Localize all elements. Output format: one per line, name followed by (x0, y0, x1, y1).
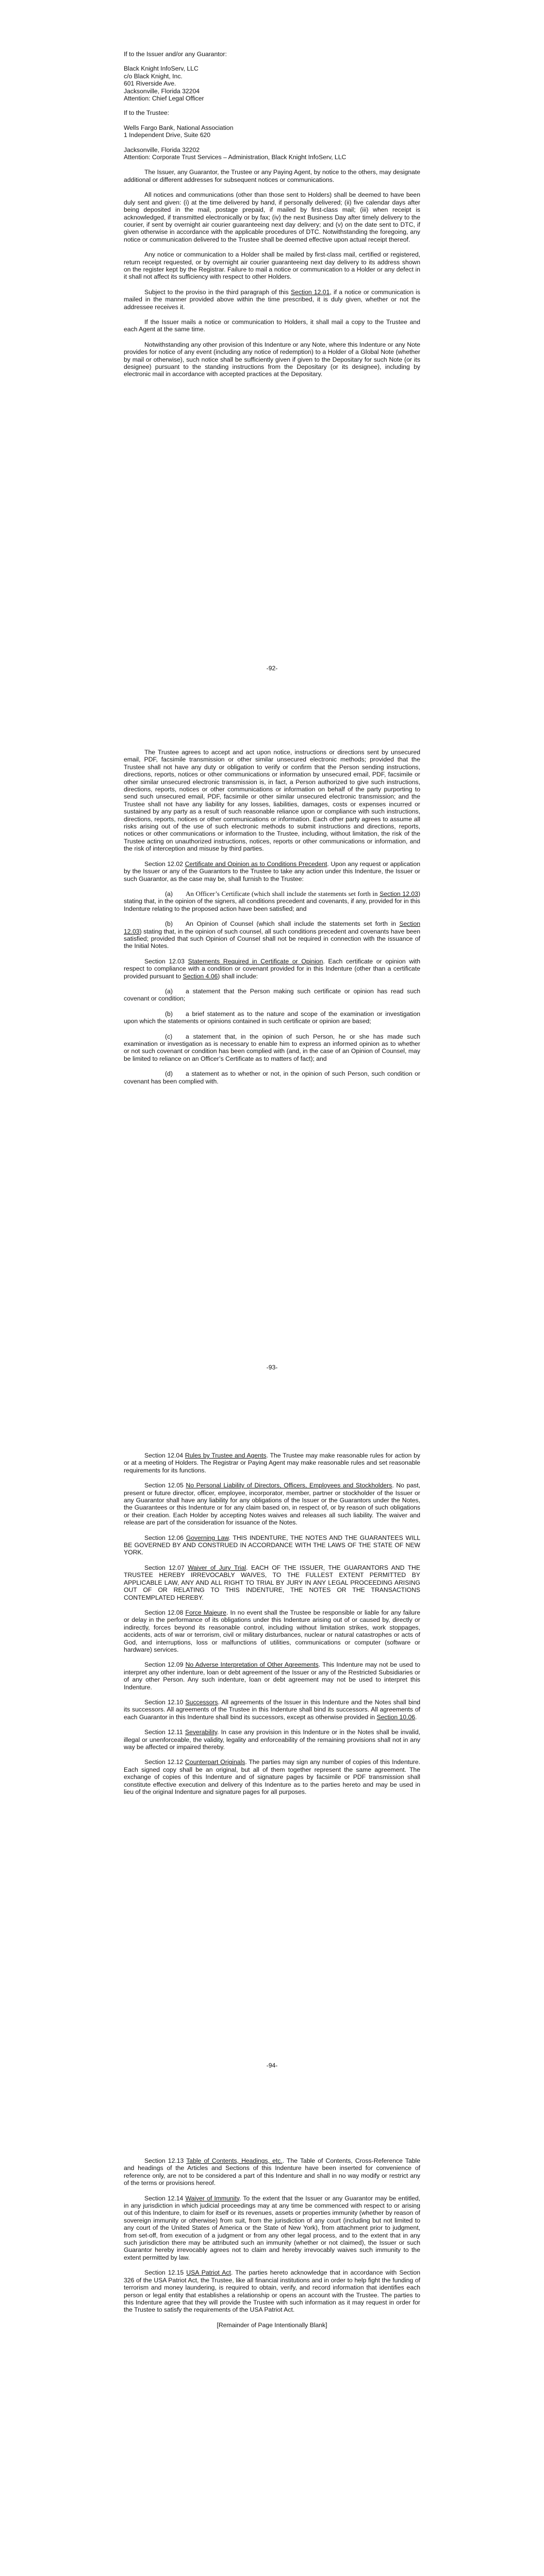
text: . Each certificate or opinion with respect to compliance with a condition or covenant provided for in this Indenture (other than a certificate provided pursuant to (124, 957, 420, 980)
section-ref-link[interactable]: Section 4.06 (183, 972, 218, 980)
text: a statement that the Person making such certificate or opinion has read such covenant or condition; (124, 987, 420, 1003)
section-12-06 (124, 1534, 420, 1556)
address-intro: If to the Trustee: (124, 109, 170, 117)
section-ref-link[interactable]: Section 10.06 (376, 1713, 416, 1721)
page-92 (0, 0, 544, 703)
clause-a (124, 988, 420, 1003)
section-ref-link[interactable]: Section 12.01 (290, 288, 330, 296)
page-95-body (124, 2157, 420, 2329)
paragraph: The Trustee agrees to accept and act upon notice, instructions or directions sent by unsecured email, PDF, facsimile transmission or other similar unsecured electronic methods; provided that the Trustee shall not have any duty or obligation to verify or confirm that the Person sending instructions, directions, reports, notices or other communications or information by unsecured email, PDF, facsimile or other similar unsecured electronic transmission is, in fact, a Person authorized to give such instructions, directions, reports, notices or other communications or information on behalf of the party purporting to send such unsecured email, PDF, facsimile or other similar unsecured electronic transmission; and the Trustee shall not have any liability for any losses, liabilities, damages, costs or expenses incurred or sustained by any party as a result of such reasonable reliance upon or compliance with such instructions, directions, reports, notices or other communications or information. Each other party agrees to assume all risks arising out of the use of such electronic methods to submit instructions and directions, reports, notices or other communications or information to the Trustee, including, without limitation, the risk of the Trustee acting on unauthorized instructions, notices, reports or other communications or information, and the risk of interception and misuse by third parties. (124, 749, 420, 853)
address-line: Black Knight InfoServ, LLC (124, 65, 199, 73)
section-title: No Personal Liability of Directors, Officers, Employees and Stockholders (186, 1482, 392, 1489)
section-number: Section 12.09 (144, 1661, 186, 1669)
clause-b (124, 920, 420, 950)
section-number: Section 12.12 (144, 1758, 185, 1766)
text: . THIS INDENTURE, THE NOTES AND THE GUARANTEES WILL BE GOVERNED BY AND CONSTRUED IN ACCORDANCE WITH THE LAWS OF THE STATE OF NEW YORK. (124, 1534, 420, 1556)
section-ref-link[interactable]: Section 12.03 (124, 920, 420, 935)
address-line: Jacksonville, Florida 32202 (124, 146, 200, 154)
clause-label: (d) (165, 1070, 173, 1078)
clause-label: (a) (165, 890, 173, 897)
clause-b (124, 1010, 420, 1025)
text: a brief statement as to the nature and scope of the examination or investigation upon which the statements or opinions contained in such certificate or opinion are based; (124, 1010, 420, 1025)
text: Subject to the proviso in the third paragraph of this (144, 288, 291, 296)
clause-a (124, 890, 420, 912)
section-number: Section 12.10 (144, 1698, 186, 1706)
section-12-08 (124, 1609, 420, 1653)
text: , if a notice or communication is mailed in the manner provided above within the time prescribed, it is duly given, whether or not the addressee receives it. (124, 288, 420, 311)
page-94 (0, 1406, 544, 2110)
section-number: Section 12.02 (144, 860, 185, 868)
page-number: -94- (266, 2062, 278, 2069)
text: . The Trustee may make reasonable rules for action by or at a meeting of Holders. The Registrar or Paying Agent may make reasonable rules and set reasonable requirements for its functions. (124, 1452, 420, 1474)
page-93-body (124, 749, 420, 1085)
section-12-10 (124, 1699, 420, 1721)
text: ) stating that, in the opinion of the signers, all conditions precedent and covenants, if any, provided for in this Indenture relating to the proposed action have been satisfied; and (124, 890, 420, 912)
text: . (415, 1713, 417, 1721)
section-number: Section 12.06 (144, 1534, 186, 1541)
clause-c (124, 1033, 420, 1063)
section-title: Waiver of Jury Trial (188, 1564, 246, 1571)
clause-label: (b) (165, 1010, 173, 1018)
section-number: Section 12.07 (144, 1564, 188, 1571)
text: . Upon any request or application by the Issuer or any of the Guarantors to the Trustee to take any action under this Indenture, the Issuer or such Guarantor, as the case may be, shall furnish to the Trustee: (124, 860, 420, 883)
remainder-blank-notice: [Remainder of Page Intentionally Blank] (217, 2321, 327, 2329)
section-title: Severability (185, 1728, 218, 1736)
page-95 (0, 2110, 544, 2576)
section-title: Waiver of Immunity (185, 2194, 239, 2202)
section-number: Section 12.13 (144, 2157, 187, 2164)
section-12-14 (124, 2195, 420, 2262)
address-line: 1 Independent Drive, Suite 620 (124, 131, 211, 139)
address-line: Jacksonville, Florida 32204 (124, 87, 200, 95)
address-intro: If to the Issuer and/or any Guarantor: (124, 50, 227, 58)
section-ref-link[interactable]: Section 12.03 (380, 890, 418, 897)
text: . The Table of Contents, Cross-Reference Table and headings of the Articles and Sections of this Indenture have been inserted for convenience of reference only, are not to be considered a part of this Indenture and shall in no way modify or restrict any of the terms or provisions hereof. (124, 2157, 420, 2187)
section-12-03 (124, 958, 420, 980)
text: . In no event shall the Trustee be responsible or liable for any failure or delay in the performance of its obligations under this Indenture arising out of or caused by, directly or indirectly, forces beyond its reasonable control, including without limitation strikes, work stoppages, accidents, acts of war or terrorism, civil or military disturbances, nuclear or natural catastrophes or acts of God, and interruptions, loss or malfunctions of utilities, communications or computer (software or hardware) services. (124, 1608, 421, 1653)
section-number: Section 12.03 (144, 957, 188, 965)
text: . EACH OF THE ISSUER, THE GUARANTORS AND THE TRUSTEE HEREBY IRREVOCABLY WAIVES, TO THE FULLEST EXTENT PERMITTED BY APPLICABLE LAW, ANY AND ALL RIGHT TO TRIAL BY JURY IN ANY LEGAL PROCEEDING ARISING OUT OF OR RELATING TO THIS INDENTURE, THE NOTES OR THE TRANSACTIONS CONTEMPLATED HEREBY. (124, 1564, 420, 1601)
section-number: Section 12.04 (144, 1452, 185, 1459)
text: . The parties may sign any number of copies of this Indenture. Each signed copy shall be an original, but all of them together represent the same agreement. The exchange of copies of this Indenture and of signature pages by facsimile or PDF transmission shall constitute effective execution and delivery of this Indenture as to the parties hereto and may be used in lieu of the original Indenture and signature pages for all purposes. (124, 1758, 421, 1796)
address-line: 601 Riverside Ave. (124, 80, 176, 88)
section-12-15 (124, 2269, 420, 2313)
section-number: Section 12.11 (144, 1728, 185, 1736)
section-number: Section 12.08 (144, 1608, 186, 1616)
section-title: Certificate and Opinion as to Conditions Precedent (185, 860, 327, 868)
section-title: Statements Required in Certificate or Opinion (188, 957, 323, 965)
section-title: USA Patriot Act (186, 2269, 231, 2277)
paragraph: If the Issuer mails a notice or communication to Holders, it shall mail a copy to the Trustee and each Agent at the same time. (124, 318, 420, 333)
address-line: Attention: Corporate Trust Services – Administration, Black Knight InfoServ, LLC (124, 154, 347, 161)
text: ) stating that, in the opinion of such counsel, all such conditions precedent and covenants have been satisfied; provided that such Opinion of Counsel shall not be required in connection with the issuance of the Initial Notes. (124, 927, 420, 950)
section-title: Successors (185, 1698, 218, 1706)
text: a statement as to whether or not, in the opinion of such Person, such condition or covenant has been complied with. (124, 1070, 420, 1085)
text: An Officer’s Certificate (which shall include the statements set forth in (186, 889, 380, 897)
section-number: Section 12.05 (144, 1482, 186, 1489)
section-title: No Adverse Interpretation of Other Agreements (185, 1661, 319, 1669)
clause-label: (b) (165, 920, 173, 928)
section-12-13 (124, 2157, 420, 2187)
section-title: Table of Contents, Headings, etc. (186, 2157, 283, 2164)
section-12-12 (124, 1758, 420, 1795)
section-12-09 (124, 1661, 420, 1691)
section-12-07 (124, 1564, 420, 1601)
section-title: Rules by Trustee and Agents (185, 1452, 267, 1459)
clause-d (124, 1070, 420, 1085)
issuer-address-block (124, 50, 420, 161)
section-12-02 (124, 860, 420, 883)
page-number: -93- (266, 1364, 278, 1371)
text: An Opinion of Counsel (which shall include the statements set forth in (186, 920, 400, 928)
section-12-04 (124, 1452, 420, 1474)
text: . The parties hereto acknowledge that in accordance with Section 326 of the USA Patriot Act, the Trustee, like all financial institutions and in order to help fight the funding of terrorism and money laundering, is required to obtain, verify, and record information that identifies each person or legal entity that establishes a relationship or opens an account with the Trustee. The parties to this Indenture agree that they will provide the Trustee with such information as it may request in order for the Trustee to satisfy the requirements of the USA Patriot Act. (124, 2269, 420, 2314)
section-number: Section 12.14 (144, 2194, 186, 2202)
text: . In case any provision in this Indenture or in the Notes shall be invalid, illegal or unenforceable, the validity, legality and enforceability of the remaining provisions shall not in any way be affected or impaired thereby. (124, 1728, 420, 1751)
section-12-05 (124, 1482, 420, 1526)
section-number: Section 12.15 (144, 2269, 187, 2277)
text: . To the extent that the Issuer or any Guarantor may be entitled, in any jurisdiction in which judicial proceedings may at any time be commenced with respect to or arising out of this Indenture, to claim for itself or its revenues, assets or properties immunity (whether by reason of sovereign immunity or otherwise) from suit, from the jurisdiction of any court (including but not limited to any court of the United States of America or the State of New York), from attachment prior to judgment, from set-off, from execution of a judgment or from any other legal process, and to the extent that in any such jurisdiction there may be attributed such an immunity (whether or not claimed), the Issuer or such Guarantor hereby irrevocably agrees not to claim and hereby irrevocably waives such immunity to the extent permitted by law. (124, 2194, 420, 2261)
text: . No past, present or future director, officer, employee, incorporator, member, partner or stockholder of the Issuer or any Guarantor shall have any liability for any obligations of the Issuer or the Guarantors under the Notes, the Guarantees or this Indenture or for any claim based on, in respect of, or by reason of such obligations or their creation. Each Holder by accepting Notes waives and releases all such liability. The waiver and release are part of the consideration for issuance of the Notes. (124, 1482, 420, 1527)
paragraph: Any notice or communication to a Holder shall be mailed by first-class mail, certified or registered, return receipt requested, or by overnight air courier guaranteeing next day delivery to its address shown on the register kept by the Registrar. Failure to mail a notice or communication to a Holder or any defect in it shall not affect its sufficiency with respect to other Holders. (124, 251, 420, 281)
section-title: Counterpart Originals (185, 1758, 245, 1766)
paragraph (124, 289, 420, 311)
text: a statement that, in the opinion of such Person, he or she has made such examination or investigation as is necessary to enable him to express an informed opinion as to whether or not such covenant or condition has been complied with (and, in the case of an Opinion of Counsel, may be limited to reliance on an Officer’s Certificate as to matters of fact); and (124, 1032, 420, 1062)
address-line: Wells Fargo Bank, National Association (124, 124, 234, 131)
text: ) shall include: (218, 972, 258, 980)
page-94-body (124, 1452, 420, 1795)
clause-label: (c) (165, 1032, 173, 1040)
text: . All agreements of the Issuer in this Indenture and the Notes shall bind its successors. All agreements of the Trustee in this Indenture shall bind its successors. All agreements of each Guarantor in this Indenture shall bind its successors, except as otherwise provided in (124, 1698, 421, 1721)
paragraph: The Issuer, any Guarantor, the Trustee or any Paying Agent, by notice to the others, may designate additional or different addresses for subsequent notices or communications. (124, 168, 420, 183)
page-number: -92- (266, 665, 278, 672)
address-line: Attention: Chief Legal Officer (124, 95, 204, 103)
paragraph: Notwithstanding any other provision of this Indenture or any Note, where this Indenture or any Note provides for notice of any event (including any notice of redemption) to a Holder of a Global Note (whether by mail or otherwise), such notice shall be sufficiently given if given to the Depositary for such Note (or its designee) pursuant to the standing instructions from the Depositary (or its designee), including by electronic mail in accordance with accepted practices at the Depositary. (124, 341, 420, 378)
paragraph: All notices and communications (other than those sent to Holders) shall be deemed to have been duly sent and given: (i) at the time delivered by hand, if personally delivered; (ii) five calendar days after being deposited in the mail, postage prepaid, if mailed by first-class mail; (iii) when receipt is acknowledged, if transmitted electronically or by fax; (iv) the next Business Day after timely delivery to the courier, if sent by overnight air courier guaranteeing next day delivery; and (v) on the date sent to DTC, if given otherwise in accordance with the applicable procedures of DTC. Notwithstanding the foregoing, any notice or communication delivered to the Trustee shall be deemed effective upon actual receipt thereof. (124, 191, 420, 243)
address-line: c/o Black Knight, Inc. (124, 72, 183, 80)
page-93 (0, 703, 544, 1406)
text: . This Indenture may not be used to interpret any other indenture, loan or debt agreement of the Issuer or any of the Restricted Subsidiaries or of any other Person. Any such indenture, loan or debt agreement may not be used to interpret this Indenture. (124, 1661, 421, 1691)
section-12-11 (124, 1728, 420, 1751)
page-92-body (124, 50, 420, 378)
section-title: Force Majeure (185, 1608, 226, 1616)
clause-label: (a) (165, 987, 173, 995)
section-title: Governing Law (186, 1534, 229, 1541)
